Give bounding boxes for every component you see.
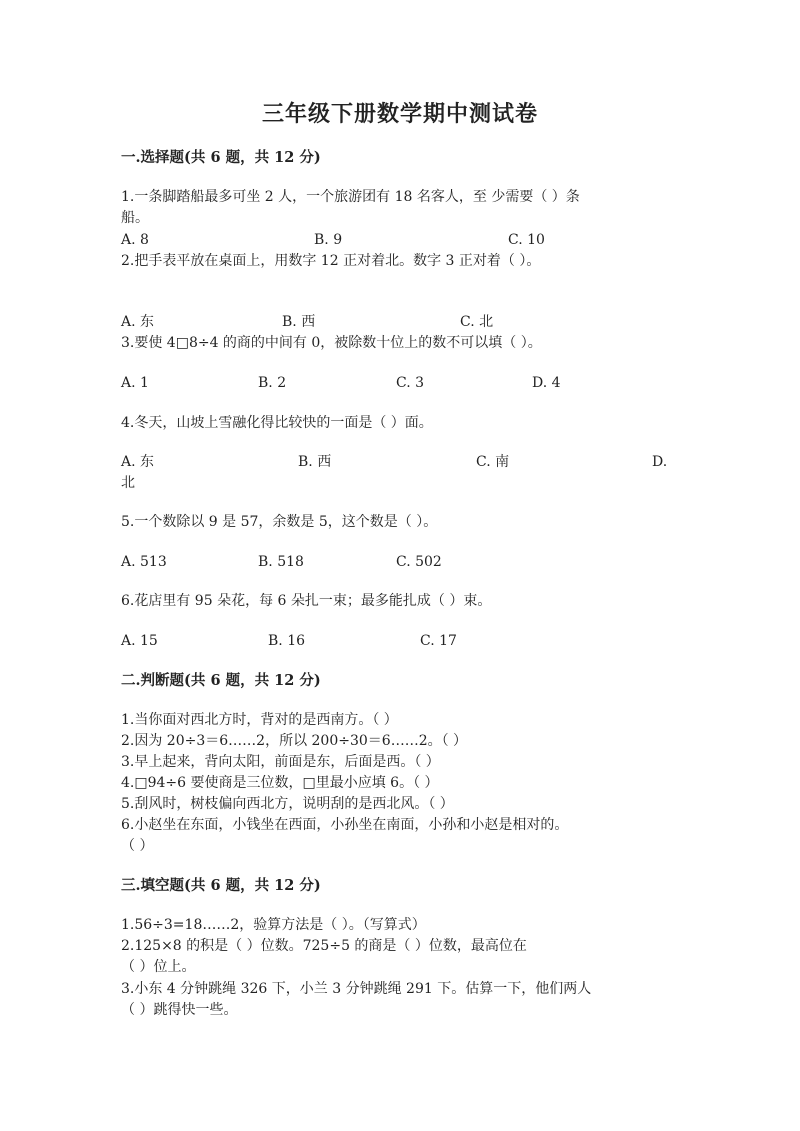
option-a: A. 513 <box>121 554 167 570</box>
option-b: B. 西 <box>298 454 332 470</box>
question-text: 船。 <box>121 210 149 226</box>
judgement-item-wrap: （ ） <box>121 838 154 854</box>
option-c: C. 17 <box>420 633 457 649</box>
judgement-item: 5.刮风时，树枝偏向西北方，说明刮的是西北风。（ ） <box>121 796 454 812</box>
option-b: B. 16 <box>268 633 306 649</box>
option-b: B. 9 <box>314 232 343 248</box>
option-d: D. 4 <box>532 375 561 391</box>
judgement-item: 2.因为 20÷3＝6……2，所以 200÷30＝6……2。（ ） <box>121 733 468 749</box>
question-text: 5.一个数除以 9 是 57，余数是 5，这个数是（ ）。 <box>121 514 438 530</box>
option-c: C. 502 <box>396 554 442 570</box>
option-a: A. 1 <box>121 375 149 391</box>
option-c: C. 10 <box>508 232 545 248</box>
judgement-item: 6.小赵坐在东面，小钱坐在西面，小孙坐在南面，小孙和小赵是相对的。 <box>121 817 569 833</box>
section-heading-choice: 一.选择题(共 6 题，共 12 分) <box>121 149 321 166</box>
page-title: 三年级下册数学期中测试卷 <box>261 101 538 127</box>
judgement-item: 3.早上起来，背向太阳，前面是东，后面是西。（ ） <box>121 754 440 770</box>
question-text: 4.冬天，山坡上雪融化得比较快的一面是（ ）面。 <box>121 415 433 431</box>
option-d: D. <box>652 454 668 470</box>
question-text: 3.要使 4□8÷4 的商的中间有 0，被除数十位上的数不可以填（ ）。 <box>121 335 542 351</box>
option-b: B. 518 <box>258 554 304 570</box>
option-c: C. 南 <box>476 454 510 470</box>
section-heading-judgement: 二.判断题(共 6 题，共 12 分) <box>121 672 321 689</box>
option-b: B. 西 <box>282 314 316 330</box>
fill-in-item: 1.56÷3=18……2，验算方法是（ ）。（写算式） <box>121 917 426 933</box>
option-c: C. 北 <box>460 314 494 330</box>
judgement-item: 4.□94÷6 要使商是三位数，□里最小应填 6。（ ） <box>121 775 439 791</box>
judgement-item: 1.当你面对西北方时，背对的是西南方。（ ） <box>121 712 398 728</box>
fill-in-item: 2.125×8 的积是（ ）位数。725÷5 的商是（ ）位数，最高位在 <box>121 938 527 954</box>
fill-in-item-wrap: （ ）位上。 <box>121 959 196 975</box>
section-heading-fill-in: 三.填空题(共 6 题，共 12 分) <box>121 877 321 894</box>
question-text: 6.花店里有 95 朵花，每 6 朵扎一束；最多能扎成（ ）束。 <box>121 593 492 609</box>
question-text: 1.一条脚踏船最多可坐 2 人，一个旅游团有 18 名客人，至 少需要（ ）条 <box>121 189 580 205</box>
option-b: B. 2 <box>258 375 287 391</box>
question-text: 2.把手表平放在桌面上，用数字 12 正对着北。数字 3 正对着（ ）。 <box>121 253 541 269</box>
option-d-wrap: 北 <box>121 475 135 491</box>
option-c: C. 3 <box>396 375 425 391</box>
fill-in-item: 3.小东 4 分钟跳绳 326 下，小兰 3 分钟跳绳 291 下。估算一下，他们两人 <box>121 981 592 997</box>
option-a: A. 东 <box>121 454 155 470</box>
option-a: A. 15 <box>121 633 158 649</box>
option-a: A. 8 <box>121 232 149 248</box>
option-a: A. 东 <box>121 314 155 330</box>
fill-in-item-wrap: （ ）跳得快一些。 <box>121 1002 238 1018</box>
